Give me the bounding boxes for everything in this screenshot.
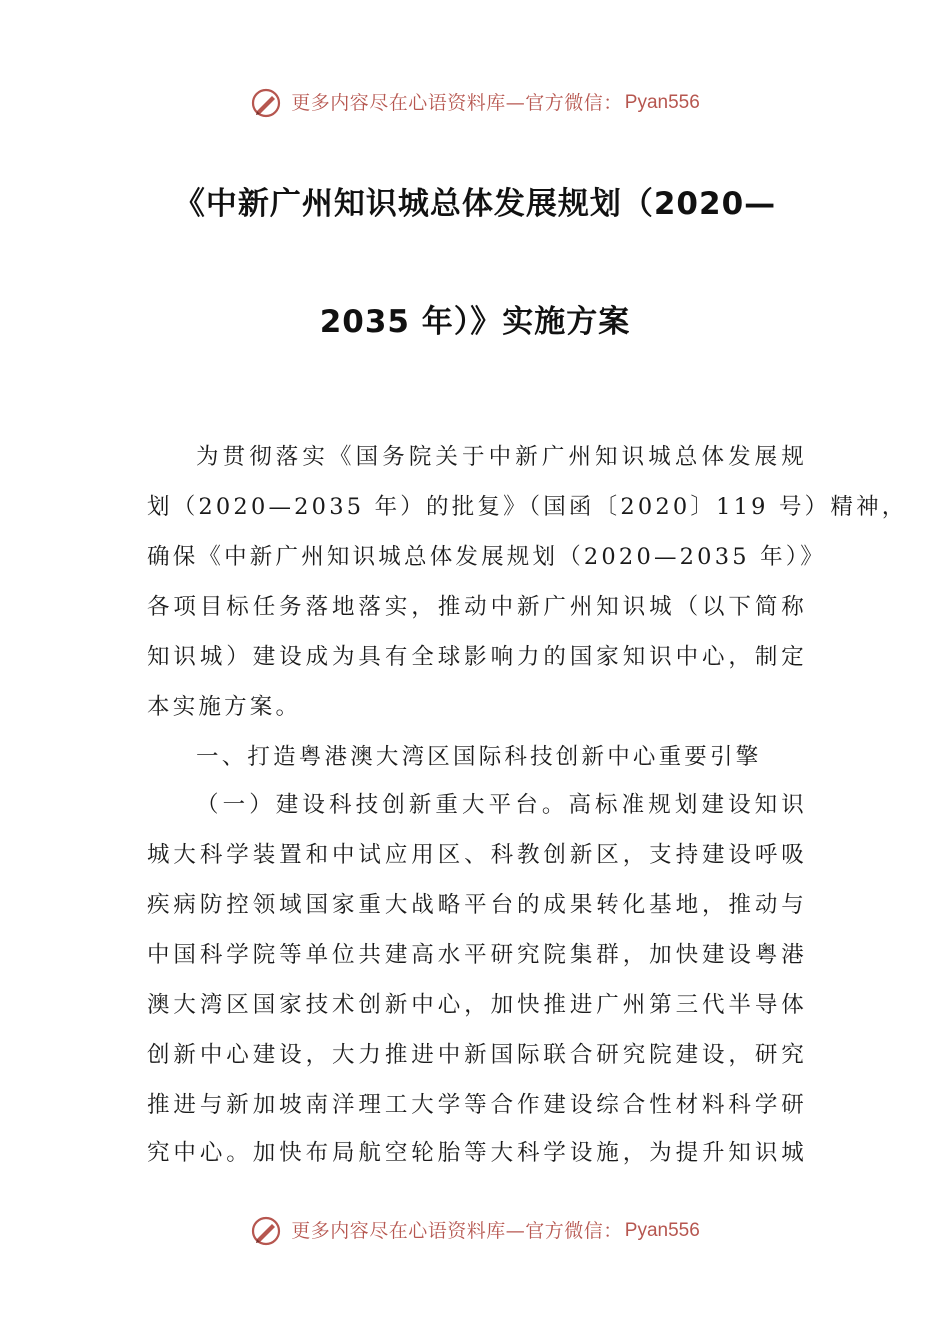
paragraph-line: 本实施方案。 — [147, 694, 302, 720]
paragraph-line: 为贯彻落实《国务院关于中新广州知识城总体发展规 — [196, 444, 807, 470]
paragraph-line: 确保《中新广州知识城总体发展规划（2020—2035 年）》 — [147, 544, 826, 570]
paragraph-line: 知识城）建设成为具有全球影响力的国家知识中心，制定 — [147, 644, 807, 670]
pen-logo-icon — [250, 87, 282, 119]
paragraph-line: （一）建设科技创新重大平台。高标准规划建设知识 — [196, 792, 807, 818]
paragraph-line: 推进与新加坡南洋理工大学等合作建设综合性材料科学研 — [147, 1092, 807, 1118]
watermark-text: 更多内容尽在心语资料库—官方微信： — [291, 1219, 623, 1242]
paragraph-line: 划（2020—2035 年）的批复》（国函〔2020〕119 号）精神， — [147, 494, 908, 520]
paragraph-line: 中国科学院等单位共建高水平研究院集群，加快建设粤港 — [147, 942, 807, 968]
paragraph-line: 疾病防控领域国家重大战略平台的成果转化基地，推动与 — [147, 892, 807, 918]
paragraph-line: 澳大湾区国家技术创新中心，加快推进广州第三代半导体 — [147, 992, 807, 1018]
footer-watermark — [0, 1210, 950, 1250]
paragraph-line: 城大科学装置和中试应用区、科教创新区，支持建设呼吸 — [147, 842, 807, 868]
pen-logo-icon — [250, 1215, 282, 1247]
header-watermark — [0, 82, 950, 122]
watermark-wechat-id: Pyan556 — [624, 91, 700, 113]
watermark-wechat-id: Pyan556 — [624, 1219, 700, 1241]
paragraph-line: 创新中心建设，大力推进中新国际联合研究院建设，研究 — [147, 1042, 807, 1068]
paragraph-line: 各项目标任务落地落实，推动中新广州知识城（以下简称 — [147, 594, 807, 620]
paragraph-line: 究中心。加快布局航空轮胎等大科学设施，为提升知识城 — [147, 1140, 807, 1166]
document-title-line-2: 2035 年）》实施方案 — [319, 304, 631, 340]
document-title-line-1: 《中新广州知识城总体发展规划（2020— — [173, 186, 777, 222]
watermark-text: 更多内容尽在心语资料库—官方微信： — [291, 91, 623, 114]
section-heading-line: 一、打造粤港澳大湾区国际科技创新中心重要引擎 — [196, 744, 762, 770]
